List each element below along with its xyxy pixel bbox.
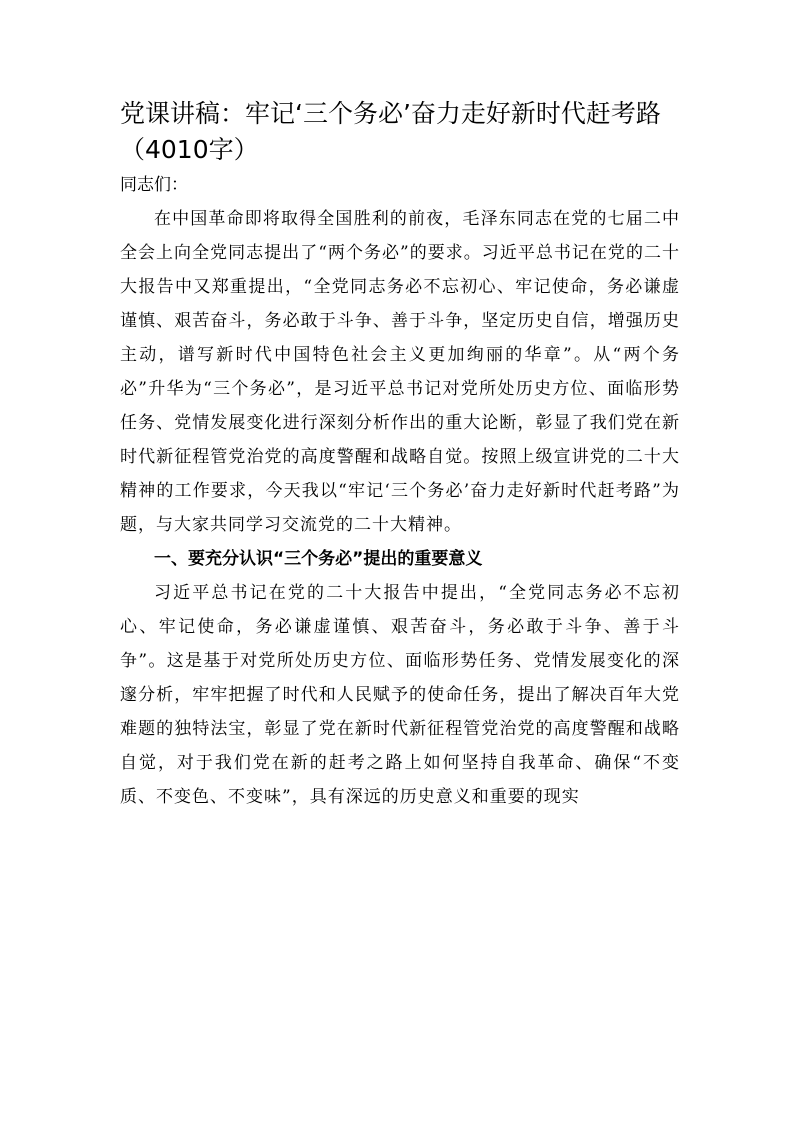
section-paragraph: 习近平总书记在党的二十大报告中提出，“全党同志务必不忘初心、牢记使命，务必谦虚谨慎、艰苦奋斗，务必敢于斗争、善于斗争”。这是基于对党所处历史方位、面临形势任务、党情发展变化的深邃分析，牢牢把握了时代和人民赋予的使命任务，提出了解决百年大党难题的独特法宝，彰显了党在新时代新征程管党治党的高度警醒和战略自觉，对于我们党在新的赶考之路上如何坚持自我革命、确保“不变质、不变色、不变味”，具有深远的历史意义和重要的现实 [120,583,680,807]
section-heading: 一、要充分认识“三个务必”提出的重要意义 [154,549,483,569]
document-title: 党课讲稿：牢记‘三个务必’奋力走好新时代赶考路（4010字） [120,99,661,164]
salutation: 同志们： [120,175,188,195]
intro-paragraph: 在中国革命即将取得全国胜利的前夜，毛泽东同志在党的七届二中全会上向全党同志提出了“两个务必”的要求。习近平总书记在党的二十大报告中又郑重提出，“全党同志务必不忘初心、牢记使命，务必谦虚谨慎、艰苦奋斗，务必敢于斗争、善于斗争，坚定历史自信，增强历史主动，谱写新时代中国特色社会主义更加绚丽的华章”。从“两个务必”升华为“三个务必”，是习近平总书记对党所处历史方位、面临形势任务、党情发展变化进行深刻分析作出的重大论断，彰显了我们党在新时代新征程管党治党的高度警醒和战略自觉。按照上级宣讲党的二十大精神的工作要求，今天我以“牢记‘三个务必’奋力走好新时代赶考路”为题，与大家共同学习交流党的二十大精神。 [120,209,680,535]
document-page [120,96,680,814]
